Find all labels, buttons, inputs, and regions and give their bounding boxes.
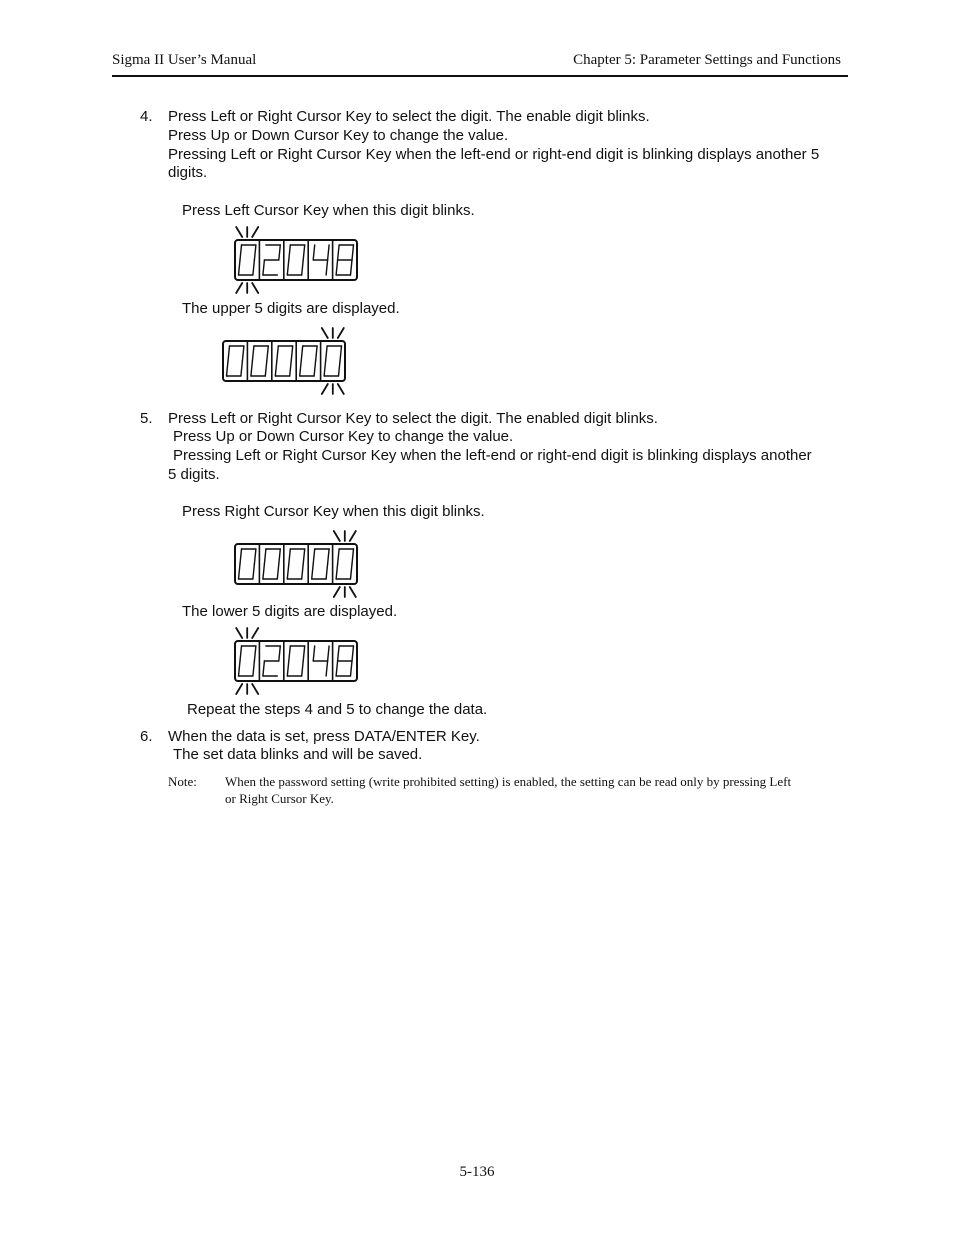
segment-f	[326, 346, 328, 361]
segment-b	[254, 549, 256, 564]
segment-b	[279, 549, 281, 564]
step-5-display-after	[234, 627, 360, 697]
segment-e	[251, 361, 253, 376]
step-6-line-2: The set data blinks and will be saved.	[173, 746, 423, 763]
segment-e	[300, 361, 302, 376]
segment-c	[339, 361, 341, 376]
step-4-number: 4.	[140, 108, 153, 125]
display-digit-3	[287, 646, 304, 676]
segment-b	[254, 245, 256, 260]
display-digit-2	[263, 646, 280, 676]
segment-c	[314, 361, 316, 376]
note-label: Note:	[168, 774, 197, 789]
segment-e	[239, 661, 241, 676]
segment-c	[253, 564, 255, 579]
step-5-line-3: Pressing Left or Right Cursor Key when the left-end or right-end digit is blinking displays another	[173, 447, 812, 464]
step-4-display-after	[222, 327, 348, 397]
blink-indicator-bottom	[236, 283, 258, 293]
segment-c	[326, 564, 328, 579]
blink-indicator-bottom	[334, 587, 356, 597]
segment-e	[287, 564, 289, 579]
segment-e	[263, 564, 265, 579]
segment-e	[227, 361, 229, 376]
segment-e	[287, 260, 289, 275]
display-digit-5	[324, 346, 341, 376]
blink-indicator-top	[322, 328, 344, 338]
segment-b	[352, 646, 354, 661]
segment-c	[302, 564, 304, 579]
note-line-1: When the password setting (write prohibited setting) is enabled, the setting can be read only by pressing Left	[225, 774, 792, 789]
segment-f	[240, 646, 242, 661]
segment-b	[340, 346, 342, 361]
step-5-line-2: Press Up or Down Cursor Key to change the value.	[173, 428, 514, 445]
segment-f	[301, 346, 303, 361]
segment-e	[336, 564, 338, 579]
running-header-title: Sigma II User’s Manual	[112, 52, 257, 68]
page-number: 5-136	[459, 1164, 495, 1180]
segment-e	[263, 260, 265, 275]
step-5-caption-before: Press Right Cursor Key when this digit blinks.	[182, 503, 485, 520]
step-5-repeat-text: Repeat the steps 4 and 5 to change the data.	[187, 701, 488, 718]
display-digit-4	[313, 646, 329, 676]
display-digit-1	[239, 245, 256, 275]
segment-b	[303, 549, 305, 564]
header-rule	[112, 75, 848, 77]
blink-indicator-top	[236, 628, 258, 638]
segment-c	[351, 661, 353, 676]
segment-c	[302, 260, 304, 275]
step-5-number: 5.	[140, 410, 153, 427]
blink-indicator-bottom	[322, 384, 344, 394]
step-6-line-1: When the data is set, press DATA/ENTER Key.	[168, 728, 480, 745]
step-5-line-4: 5 digits.	[168, 466, 220, 483]
note-line-2: or Right Cursor Key.	[225, 791, 334, 806]
segment-b	[328, 549, 330, 564]
segment-c	[277, 564, 279, 579]
segment-b	[303, 646, 305, 661]
display-digit-3	[287, 245, 304, 275]
segment-b	[242, 346, 244, 361]
step-5-display-before	[234, 530, 360, 600]
display-digit-5	[336, 245, 353, 275]
display-digit-1	[227, 346, 244, 376]
step-5-line-1: Press Left or Right Cursor Key to select the digit. The enabled digit blinks.	[168, 410, 658, 427]
display-digit-2	[251, 346, 268, 376]
display-digit-3	[275, 346, 292, 376]
segment-f	[240, 245, 242, 260]
display-digit-1	[239, 646, 256, 676]
segment-e	[263, 661, 265, 676]
segment-c	[302, 661, 304, 676]
segment-e	[275, 361, 277, 376]
segment-e	[324, 361, 326, 376]
segment-e	[336, 661, 338, 676]
blink-indicator-top	[236, 227, 258, 237]
segment-b	[352, 549, 354, 564]
display-digit-4	[312, 549, 329, 579]
step-5-caption-after: The lower 5 digits are displayed.	[182, 603, 398, 620]
segment-c	[351, 564, 353, 579]
step-4-line-1: Press Left or Right Cursor Key to select the digit. The enable digit blinks.	[168, 108, 650, 125]
segment-c	[253, 661, 255, 676]
segment-f	[338, 245, 340, 260]
segment-e	[239, 564, 241, 579]
segment-b	[328, 646, 330, 661]
step-4-caption-after: The upper 5 digits are displayed.	[182, 300, 400, 317]
display-digit-4	[313, 245, 329, 275]
segment-b	[328, 245, 330, 260]
blink-indicator-bottom	[236, 684, 258, 694]
display-digit-5	[336, 646, 353, 676]
display-digit-2	[263, 549, 280, 579]
segment-b	[279, 245, 281, 260]
segment-f	[313, 549, 315, 564]
segment-e	[239, 260, 241, 275]
segment-f	[240, 549, 242, 564]
display-digit-2	[263, 245, 280, 275]
segment-c	[290, 361, 292, 376]
segment-f	[277, 346, 279, 361]
segment-f	[313, 646, 315, 661]
segment-b	[316, 346, 318, 361]
segment-f	[338, 549, 340, 564]
step-4-line-4: digits.	[168, 164, 208, 181]
display-digit-5	[336, 549, 353, 579]
segment-f	[289, 549, 291, 564]
segment-c	[326, 260, 328, 275]
segment-b	[291, 346, 293, 361]
segment-b	[279, 646, 281, 661]
segment-b	[267, 346, 269, 361]
step-4-caption-before: Press Left Cursor Key when this digit blinks.	[182, 202, 475, 219]
segment-e	[336, 260, 338, 275]
segment-f	[313, 245, 315, 260]
step-4-line-2: Press Up or Down Cursor Key to change the value.	[168, 127, 509, 144]
display-digit-4	[300, 346, 317, 376]
segment-f	[289, 646, 291, 661]
segment-f	[228, 346, 230, 361]
display-digit-3	[287, 549, 304, 579]
segment-c	[265, 361, 267, 376]
segment-c	[253, 260, 255, 275]
blink-indicator-top	[334, 531, 356, 541]
segment-b	[254, 646, 256, 661]
segment-f	[338, 646, 340, 661]
segment-c	[351, 260, 353, 275]
segment-c	[326, 661, 328, 676]
segment-f	[289, 245, 291, 260]
segment-f	[264, 549, 266, 564]
segment-b	[352, 245, 354, 260]
segment-e	[287, 661, 289, 676]
display-digit-1	[239, 549, 256, 579]
segment-b	[303, 245, 305, 260]
step-4-line-3: Pressing Left or Right Cursor Key when the left-end or right-end digit is blinking displays another 5	[168, 146, 820, 163]
step-6-number: 6.	[140, 728, 153, 745]
step-4-display-before	[234, 226, 360, 296]
running-header-chapter: Chapter 5: Parameter Settings and Functions	[573, 52, 841, 68]
segment-e	[312, 564, 314, 579]
segment-c	[241, 361, 243, 376]
segment-f	[252, 346, 254, 361]
